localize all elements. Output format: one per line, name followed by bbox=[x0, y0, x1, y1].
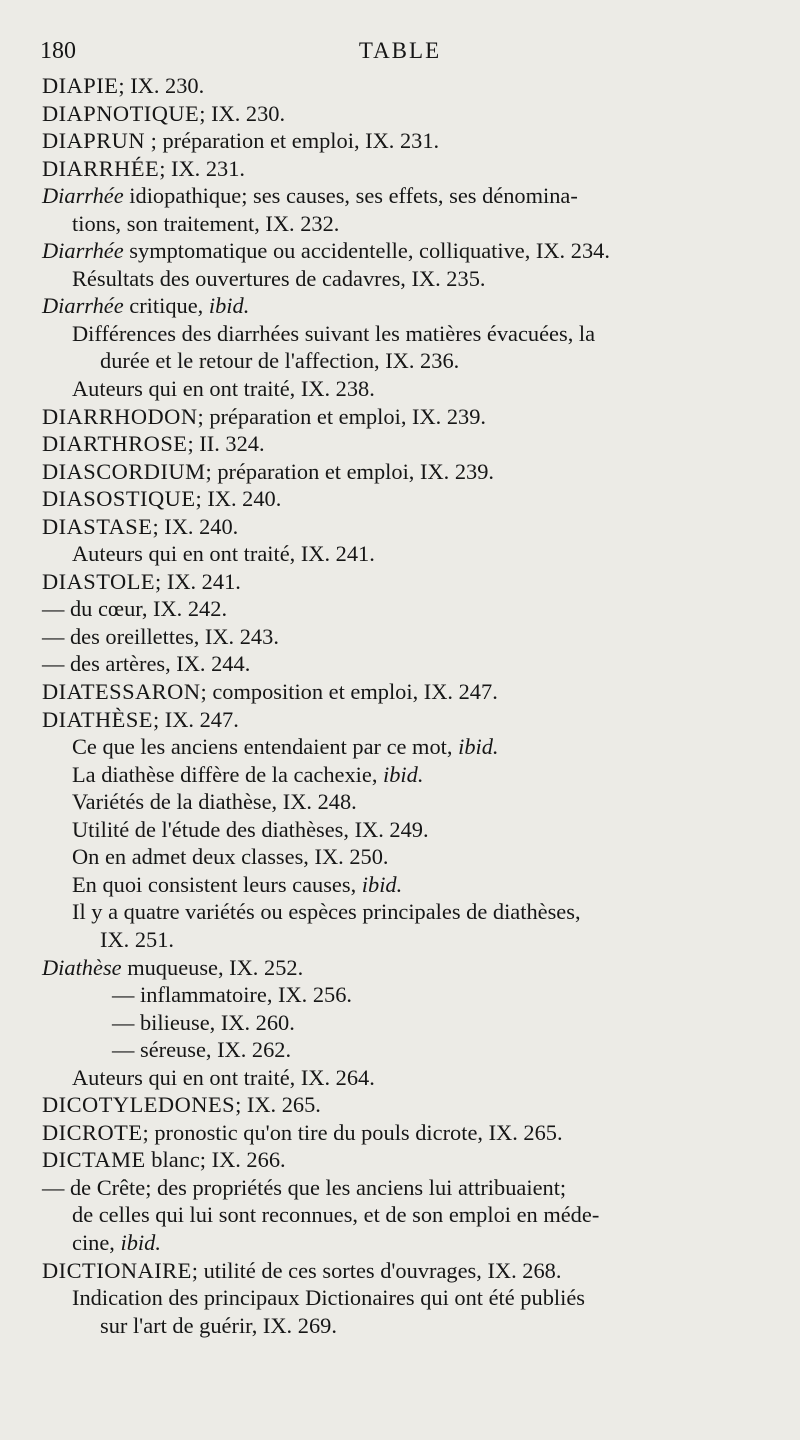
index-subentry: La diathèse diffère de la cachexie, ibid. bbox=[72, 761, 424, 787]
index-entry: DIAPIE; IX. 230. bbox=[42, 73, 205, 98]
index-subentry: Différences des diarrhées suivant les matières évacuées, la durée et le retour de l'affection, IX. 236. bbox=[72, 320, 596, 374]
index-entry: DICROTE; pronostic qu'on tire du pouls dicrote, IX. 265. bbox=[42, 1119, 563, 1145]
index-entry: Diathèse muqueuse, IX. 252. bbox=[42, 954, 304, 980]
index-entry: DICTAME blanc; IX. 266. bbox=[42, 1147, 286, 1173]
index-entry: DIASTOLE; IX. 241. bbox=[42, 568, 241, 594]
page-header bbox=[0, 38, 800, 66]
index-subentry: — séreuse, IX. 262. bbox=[112, 1037, 292, 1063]
index-subentry: En quoi consistent leurs causes, ibid. bbox=[72, 871, 403, 897]
index-entry: DICOTYLEDONES; IX. 265. bbox=[42, 1092, 321, 1118]
index-entries bbox=[42, 72, 762, 1339]
index-entry: DICTIONAIRE; utilité de ces sortes d'ouvrages, IX. 268. bbox=[42, 1257, 562, 1283]
index-entry: DIAPNOTIQUE; IX. 230. bbox=[42, 100, 286, 126]
index-entry: DIATHÈSE; IX. 247. bbox=[42, 706, 239, 732]
index-subentry: Variétés de la diathèse, IX. 248. bbox=[72, 789, 357, 815]
index-entry: Diarrhée symptomatique ou accidentelle, colliquative, IX. 234. bbox=[42, 238, 610, 264]
index-subentry: On en admet deux classes, IX. 250. bbox=[72, 844, 389, 870]
index-subentry: Auteurs qui en ont traité, IX. 264. bbox=[72, 1064, 375, 1090]
index-subentry: Il y a quatre variétés ou espèces principales de diathèses, IX. 251. bbox=[72, 899, 581, 952]
index-subentry: Ce que les anciens entendaient par ce mot, ibid. bbox=[72, 734, 499, 760]
index-subentry: — du cœur, IX. 242. bbox=[42, 596, 228, 622]
index-entry: Diarrhée idiopathique; ses causes, ses effets, ses dénomina- tions, son traitement, IX. 232. bbox=[42, 183, 578, 236]
index-entry: DIASCORDIUM; préparation et emploi, IX. 239. bbox=[42, 458, 495, 484]
index-subentry: Indication des principaux Dictionaires qui ont été publiés sur l'art de guérir, IX. 269. bbox=[72, 1285, 585, 1338]
index-entry: DIARTHROSE; II. 324. bbox=[42, 431, 265, 457]
index-entry: DIARRHÉE; IX. 231. bbox=[42, 155, 246, 181]
page-number: 180 bbox=[40, 38, 76, 64]
index-entry: DIATESSARON; composition et emploi, IX. 247. bbox=[42, 679, 498, 705]
index-subentry: — de Crête; des propriétés que les anciens lui attribuaient; de celles qui lui sont reconnues, et de son emploi en méde- cine, ibid. bbox=[42, 1174, 600, 1255]
index-entry: DIASTASE; IX. 240. bbox=[42, 513, 239, 539]
index-entry: DIARRHODON; préparation et emploi, IX. 239. bbox=[42, 403, 487, 429]
index-subentry: — des oreillettes, IX. 243. bbox=[42, 623, 279, 649]
index-subentry: Utilité de l'étude des diathèses, IX. 249. bbox=[72, 816, 429, 842]
index-subentry: — des artères, IX. 244. bbox=[42, 651, 251, 677]
index-subentry: Auteurs qui en ont traité, IX. 241. bbox=[72, 541, 375, 567]
index-subentry: — bilieuse, IX. 260. bbox=[112, 1009, 295, 1035]
index-subentry: — inflammatoire, IX. 256. bbox=[112, 982, 353, 1008]
running-title: TABLE bbox=[358, 38, 442, 63]
index-entry: DIAPRUN ; préparation et emploi, IX. 231. bbox=[42, 128, 440, 154]
index-entry: Diarrhée critique, ibid. bbox=[42, 293, 250, 319]
index-entry: DIASOSTIQUE; IX. 240. bbox=[42, 486, 282, 512]
index-subentry: Auteurs qui en ont traité, IX. 238. bbox=[72, 376, 375, 402]
index-subentry: Résultats des ouvertures de cadavres, IX. 235. bbox=[72, 265, 486, 291]
